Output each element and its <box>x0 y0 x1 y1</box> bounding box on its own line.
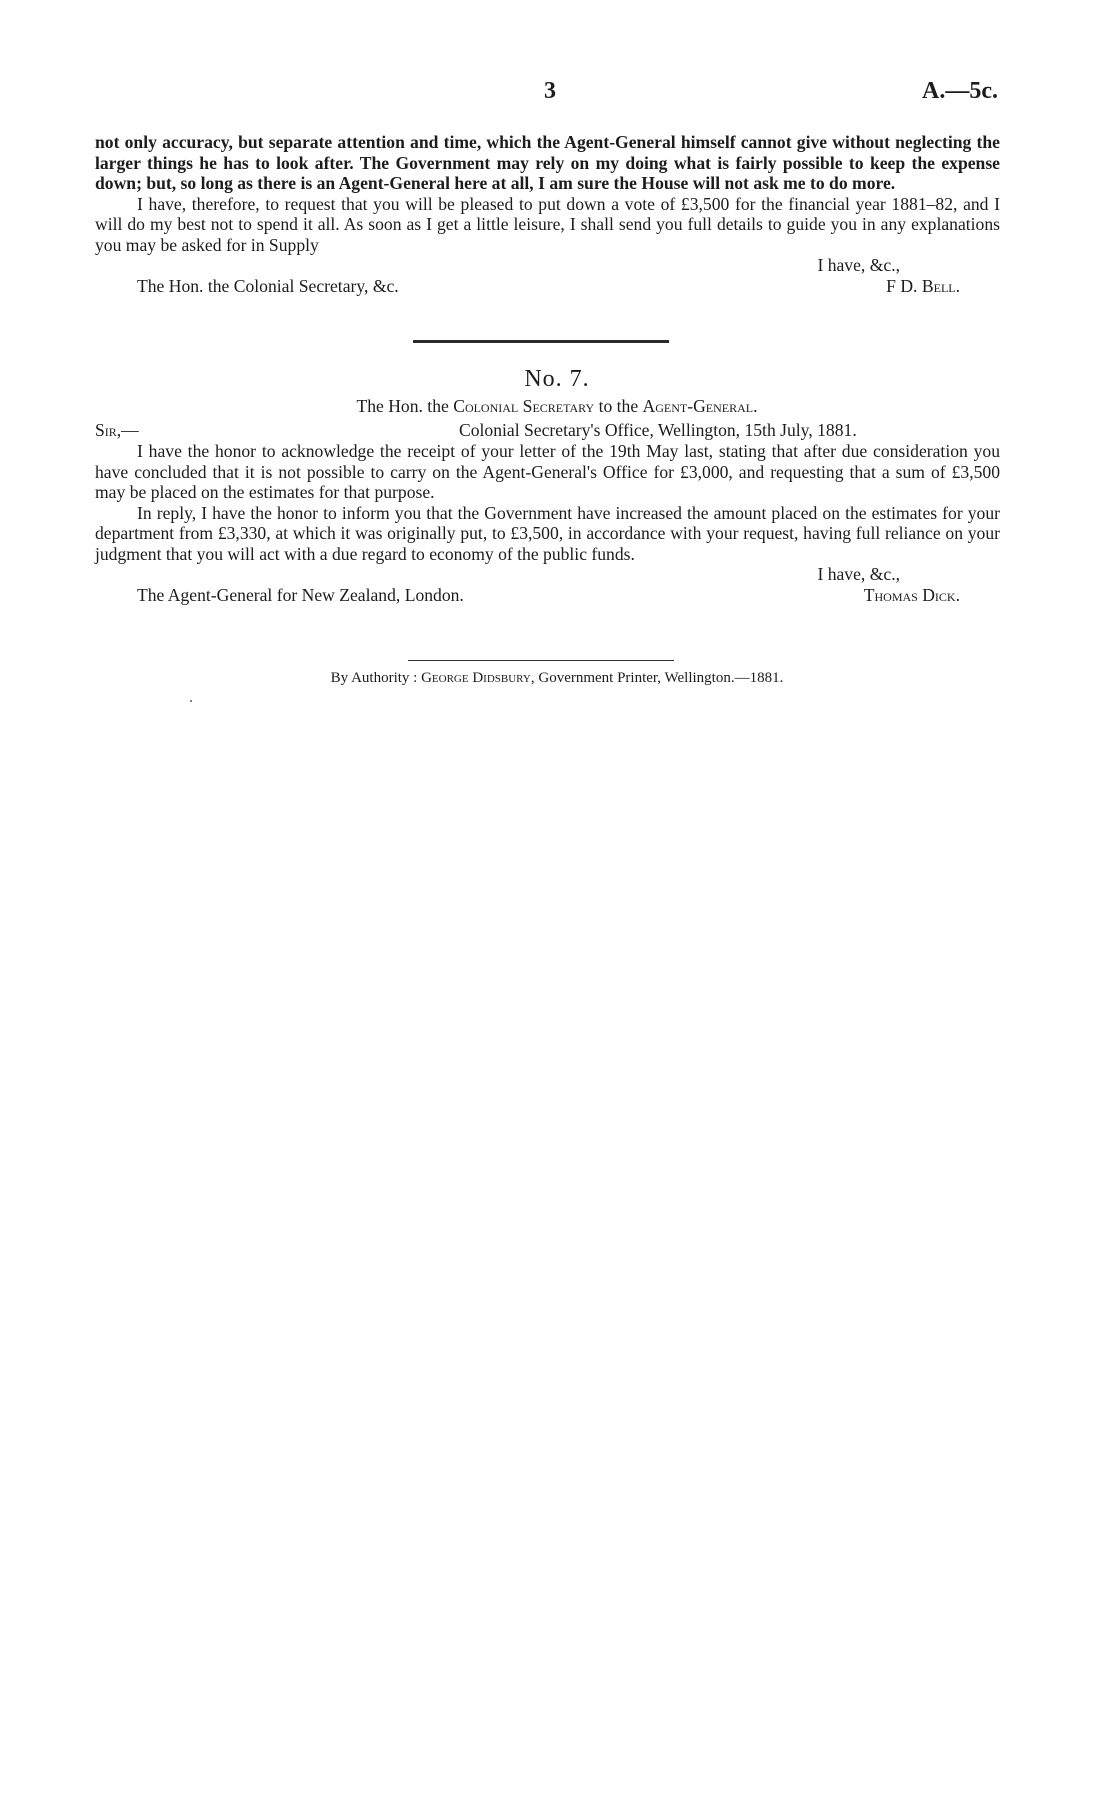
letter-7-signature: Thomas Dick. <box>863 584 960 605</box>
print-speck <box>190 700 192 702</box>
page-header <box>0 78 1114 112</box>
letter-6-paragraph-1: not only accuracy, but separate attention and time, which the Agent-General himself cannot give without neglecting the larger things he has to look after. The Government may rely on my doing what is fairly possible to keep the expense down; but, so long as there is an Agent-General here at all, I am sure the House will not ask me to do more. <box>95 132 1000 193</box>
imprint-suffix: Government Printer, Wellington.—1881. <box>538 670 784 686</box>
letter-6-signature-name: Bell. <box>921 275 960 296</box>
letter-6-closing: I have, &c., <box>817 255 900 275</box>
page-number: 3 <box>544 78 556 104</box>
letter-6-signature <box>886 276 960 297</box>
heading-to-word: to the <box>598 396 639 416</box>
letter-7-addressee: The Agent-General for New Zealand, London. <box>137 584 464 605</box>
letter-7-signature-row <box>95 585 1000 607</box>
salutation: Sir,— <box>95 420 139 440</box>
heading-to: Agent-General. <box>642 396 758 416</box>
letter-6-signature-initials: F D. <box>886 275 918 296</box>
section-divider <box>413 340 669 343</box>
letter-6-signature-row <box>95 276 1000 298</box>
address-line: Colonial Secretary's Office, Wellington, 15th July, 1881. <box>459 420 857 440</box>
letter-7-paragraph-1: I have the honor to acknowledge the receipt of your letter of the 19th May last, stating that after due consideration you have concluded that it is not possible to carry on the Agent-General's Office for £3,000, and requesting that a sum of £3,500 may be placed on the estimates for that purpose. <box>95 441 1000 502</box>
letter-7-body <box>95 420 1000 607</box>
letter-6-continuation <box>95 132 1000 298</box>
heading-from: Colonial Secretary <box>453 396 595 416</box>
imprint-printer-name: George Didsbury, <box>421 670 535 686</box>
printer-imprint <box>0 670 1114 687</box>
letter-7-paragraph-2: In reply, I have the honor to inform you that the Government have increased the amount placed on the estimates for your department from £3,330, at which it was originally put, to £3,500, in accordance with your request, having full reliance on your judgment that you will act with a due regard to economy of the public funds. <box>95 502 1000 564</box>
letter-6-paragraph-2: I have, therefore, to request that you will be pleased to put down a vote of £3,500 for the financial year 1881–82, and I will do my best not to spend it all. As soon as I get a little leisure, I shall send you full details to guide you in any explanations you may be asked for in Supply <box>95 193 1000 255</box>
imprint-prefix: By Authority : <box>330 670 418 686</box>
document-reference: A.—5c. <box>922 78 998 104</box>
letter-6-addressee: The Hon. the Colonial Secretary, &c. <box>137 275 399 296</box>
salutation-row <box>95 420 1000 441</box>
letter-7-closing: I have, &c., <box>817 564 900 584</box>
heading-prefix: The Hon. the <box>356 396 449 416</box>
letter-heading <box>0 396 1114 417</box>
imprint-divider <box>408 660 674 661</box>
letter-number: No. 7. <box>524 366 590 392</box>
